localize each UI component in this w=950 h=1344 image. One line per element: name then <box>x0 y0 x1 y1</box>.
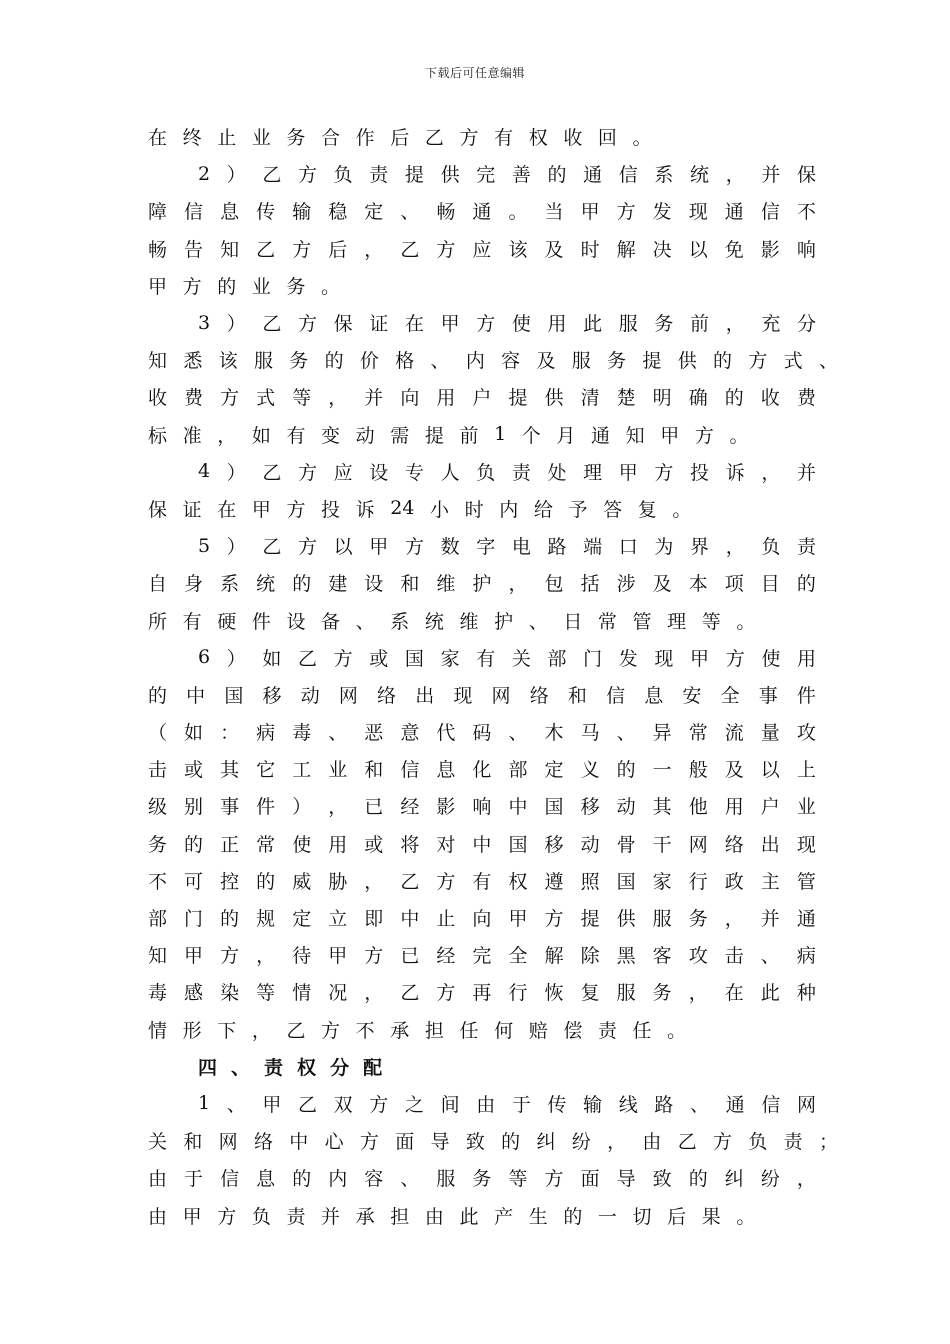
text-line: 2 ） 乙 方 负 责 提 供 完 善 的 通 信 系 统 ， 并 保 <box>198 162 816 187</box>
text-line: 由 甲 方 负 责 并 承 担 由 此 产 生 的 一 切 后 果 。 <box>148 1205 756 1228</box>
text-line: 击 或 其 它 工 业 和 信 息 化 部 定 义 的 一 般 及 以 上 <box>148 759 816 782</box>
text-line: 4 ） 乙 方 应 设 专 人 负 责 处 理 甲 方 投 诉 ， 并 <box>198 460 816 484</box>
text-line: 自 身 系 统 的 建 设 和 维 护 ， 包 括 涉 及 本 项 目 的 <box>148 573 816 596</box>
text-line: 部 门 的 规 定 立 即 中 止 向 甲 方 提 供 服 务 ， 并 通 <box>148 908 816 931</box>
text-line: 务 的 正 常 使 用 或 将 对 中 国 移 动 骨 干 网 络 出 现 <box>148 833 816 856</box>
text-line: 甲 方 的 业 务 。 <box>148 275 341 298</box>
page-header: 下载后可任意编辑 <box>424 66 525 80</box>
text-line: 的 中 国 移 动 网 络 出 现 网 络 和 信 息 安 全 事 件 <box>148 684 816 707</box>
text-line: 保 证 在 甲 方 投 诉 24 小 时 内 给 予 答 复 。 <box>148 497 692 521</box>
text-line: 情 形 下 ， 乙 方 不 承 担 任 何 赔 偿 责 任 。 <box>148 1019 687 1042</box>
text-line: 3 ） 乙 方 保 证 在 甲 方 使 用 此 服 务 前 ， 充 分 <box>198 311 816 336</box>
text-line: 知 悉 该 服 务 的 价 格 、 内 容 及 服 务 提 供 的 方 式 、 <box>148 350 838 373</box>
text-line: 不 可 控 的 威 胁 ， 乙 方 有 权 遵 照 国 家 行 政 主 管 <box>148 870 816 893</box>
section-heading: 四 、 责 权 分 配 <box>198 1056 383 1079</box>
text-line: 收 费 方 式 等 ， 并 向 用 户 提 供 清 楚 明 确 的 收 费 <box>148 387 816 410</box>
text-line: （ 如 ： 病 毒 、 恶 意 代 码 、 木 马 、 异 常 流 量 攻 <box>148 722 816 745</box>
document-body <box>148 118 838 1234</box>
text-line: 知 甲 方 ， 待 甲 方 已 经 完 全 解 除 黑 客 攻 击 、 病 <box>148 945 816 968</box>
text-line: 5 ） 乙 方 以 甲 方 数 字 电 路 端 口 为 界 ， 负 责 <box>198 534 816 559</box>
text-line: 6 ） 如 乙 方 或 国 家 有 关 部 门 发 现 甲 方 使 用 <box>198 646 816 670</box>
text-line: 所 有 硬 件 设 备 、 系 统 维 护 、 日 常 管 理 等 。 <box>148 610 756 633</box>
text-line: 由 于 信 息 的 内 容 、 服 务 等 方 面 导 致 的 纠 纷 ， <box>148 1168 816 1191</box>
text-line: 关 和 网 络 中 心 方 面 导 致 的 纠 纷 ， 由 乙 方 负 责 ； <box>148 1131 838 1154</box>
text-line: 障 信 息 传 输 稳 定 、 畅 通 。 当 甲 方 发 现 通 信 不 <box>148 201 816 224</box>
text-line: 级 别 事 件 ） ， 已 经 影 响 中 国 移 动 其 他 用 户 业 <box>148 796 816 819</box>
text-line: 在 终 止 业 务 合 作 后 乙 方 有 权 收 回 。 <box>148 127 652 150</box>
text-line: 畅 告 知 乙 方 后 ， 乙 方 应 该 及 时 解 决 以 免 影 响 <box>148 238 816 261</box>
text-line: 毒 感 染 等 情 况 ， 乙 方 再 行 恢 复 服 务 ， 在 此 种 <box>148 982 816 1005</box>
text-line: 1 、 甲 乙 双 方 之 间 由 于 传 输 线 路 、 通 信 网 <box>198 1092 816 1116</box>
text-line: 标 准 ， 如 有 变 动 需 提 前 1 个 月 通 知 甲 方 。 <box>148 423 749 447</box>
